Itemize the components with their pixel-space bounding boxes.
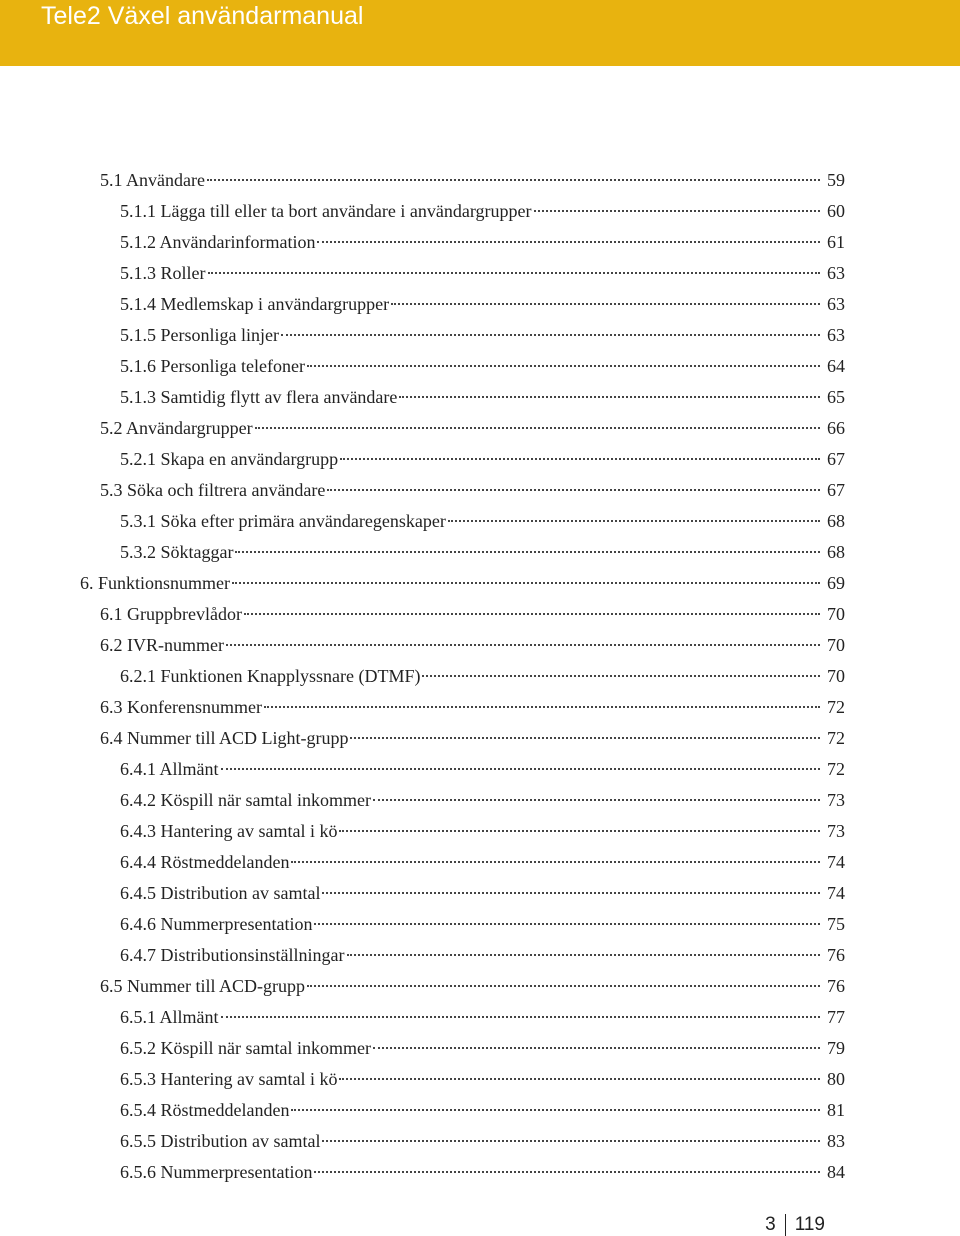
- toc-entry-label: 5.1.1 Lägga till eller ta bort användare i användargrupper: [120, 201, 532, 221]
- toc-entry-label: 5.1.3 Roller: [120, 263, 206, 283]
- toc-dot-leader: [255, 427, 820, 429]
- toc-dot-leader: [422, 675, 820, 677]
- toc-dot-leader: [399, 396, 820, 398]
- toc-dot-leader: [208, 272, 821, 274]
- toc-entry-page: 79: [827, 1038, 845, 1058]
- toc-entry[interactable]: [0, 165, 960, 196]
- toc-dot-leader: [226, 644, 820, 646]
- toc-entry-label: 6.5.2 Köspill när samtal inkommer: [120, 1038, 371, 1058]
- toc-entry[interactable]: [0, 506, 960, 537]
- toc-dot-leader: [307, 365, 820, 367]
- toc-entry-label: 6.3 Konferensnummer: [100, 697, 262, 717]
- toc-entry-label: 6.4 Nummer till ACD Light-grupp: [100, 728, 349, 748]
- toc-dot-leader: [391, 303, 820, 305]
- toc-entry[interactable]: [0, 196, 960, 227]
- toc-entry-label: 6.5.4 Röstmeddelanden: [120, 1100, 290, 1120]
- page-number: [765, 1214, 825, 1236]
- toc-dot-leader: [244, 613, 820, 615]
- toc-dot-leader: [281, 334, 820, 336]
- toc-entry-label: 6.5.3 Hantering av samtal i kö: [120, 1069, 338, 1089]
- toc-entry-label: 5.1.4 Medlemskap i användargrupper: [120, 294, 390, 314]
- toc-entry-page: 70: [827, 666, 845, 686]
- toc-entry-page: 70: [827, 635, 845, 655]
- toc-dot-leader: [314, 923, 820, 925]
- toc-entry[interactable]: [0, 227, 960, 258]
- toc-entry-page: 81: [827, 1100, 845, 1120]
- toc-entry[interactable]: [0, 1002, 960, 1033]
- toc-dot-leader: [347, 954, 821, 956]
- toc-entry-page: 76: [827, 945, 845, 965]
- toc-dot-leader: [264, 706, 820, 708]
- toc-entry[interactable]: [0, 940, 960, 971]
- toc-entry[interactable]: [0, 754, 960, 785]
- toc-entry-label: 5.2.1 Skapa en användargrupp: [120, 449, 339, 469]
- toc-entry-label: 5.1.5 Personliga linjer: [120, 325, 279, 345]
- page-number-divider: [785, 1214, 786, 1236]
- toc-entry-label: 6.4.6 Nummerpresentation: [120, 914, 313, 934]
- toc-entry[interactable]: [0, 320, 960, 351]
- toc-entry-label: 5.3.2 Söktaggar: [120, 542, 234, 562]
- toc-entry[interactable]: [0, 909, 960, 940]
- toc-entry[interactable]: [0, 1157, 960, 1188]
- toc-entry[interactable]: [0, 723, 960, 754]
- toc-dot-leader: [350, 737, 820, 739]
- toc-dot-leader: [232, 582, 820, 584]
- toc-entry-label: 5.1.3 Samtidig flytt av flera användare: [120, 387, 398, 407]
- toc-entry-page: 64: [827, 356, 845, 376]
- toc-entry-page: 76: [827, 976, 845, 996]
- toc-entry-page: 67: [827, 449, 845, 469]
- toc-entry-page: 63: [827, 325, 845, 345]
- toc-dot-leader: [322, 1140, 820, 1142]
- toc-dot-leader: [373, 1047, 820, 1049]
- toc-entry-label: 6.4.3 Hantering av samtal i kö: [120, 821, 338, 841]
- toc-entry-label: 5.1.2 Användarinformation: [120, 232, 316, 252]
- toc-entry[interactable]: [0, 878, 960, 909]
- toc-entry[interactable]: [0, 289, 960, 320]
- toc-entry-label: 6.1 Gruppbrevlådor: [100, 604, 242, 624]
- toc-entry[interactable]: [0, 661, 960, 692]
- toc-entry-label: 5.3 Söka och filtrera användare: [100, 480, 326, 500]
- toc-entry-label: 6. Funktionsnummer: [80, 573, 231, 593]
- toc-entry-label: 6.4.7 Distributionsinställningar: [120, 945, 345, 965]
- toc-dot-leader: [291, 1109, 820, 1111]
- toc-entry-page: 73: [827, 821, 845, 841]
- toc-entry-page: 65: [827, 387, 845, 407]
- toc-entry[interactable]: [0, 475, 960, 506]
- toc-entry[interactable]: [0, 816, 960, 847]
- toc-entry-page: 72: [827, 728, 845, 748]
- toc-entry[interactable]: [0, 258, 960, 289]
- document-title: Tele2 Växel användarmanual: [41, 2, 364, 30]
- toc-entry-page: 84: [827, 1162, 845, 1182]
- toc-entry-label: 6.5.6 Nummerpresentation: [120, 1162, 313, 1182]
- toc-entry[interactable]: [0, 568, 960, 599]
- toc-dot-leader: [373, 799, 820, 801]
- toc-entry-label: 6.5.1 Allmänt: [120, 1007, 219, 1027]
- toc-entry-label: 5.1 Användare: [100, 170, 205, 190]
- toc-entry-label: 6.4.4 Röstmeddelanden: [120, 852, 290, 872]
- header-bar: [0, 0, 960, 66]
- toc-dot-leader: [534, 210, 820, 212]
- toc-entry-label: 6.4.2 Köspill när samtal inkommer: [120, 790, 371, 810]
- toc-dot-leader: [235, 551, 820, 553]
- toc-entry-page: 74: [827, 852, 845, 872]
- toc-dot-leader: [339, 830, 820, 832]
- toc-entry[interactable]: [0, 599, 960, 630]
- toc-entry-page: 72: [827, 697, 845, 717]
- total-pages: 119: [794, 1214, 825, 1235]
- toc-dot-leader: [448, 520, 820, 522]
- toc-entry-page: 68: [827, 511, 845, 531]
- toc-entry[interactable]: [0, 692, 960, 723]
- toc-entry-page: 68: [827, 542, 845, 562]
- toc-entry[interactable]: [0, 351, 960, 382]
- toc-entry[interactable]: [0, 444, 960, 475]
- toc-dot-leader: [221, 1016, 821, 1018]
- toc-entry-page: 74: [827, 883, 845, 903]
- table-of-contents: [0, 165, 960, 1188]
- toc-entry[interactable]: [0, 1033, 960, 1064]
- toc-entry[interactable]: [0, 630, 960, 661]
- toc-entry-label: 6.4.1 Allmänt: [120, 759, 219, 779]
- toc-entry-page: 66: [827, 418, 845, 438]
- toc-dot-leader: [340, 458, 820, 460]
- toc-entry-page: 83: [827, 1131, 845, 1151]
- toc-entry-page: 75: [827, 914, 845, 934]
- toc-entry[interactable]: [0, 413, 960, 444]
- toc-entry-page: 63: [827, 263, 845, 283]
- toc-entry-label: 6.5 Nummer till ACD-grupp: [100, 976, 305, 996]
- toc-entry-page: 73: [827, 790, 845, 810]
- current-page: 3: [765, 1214, 776, 1235]
- toc-entry[interactable]: [0, 1126, 960, 1157]
- toc-entry-page: 69: [827, 573, 845, 593]
- toc-entry[interactable]: [0, 1095, 960, 1126]
- toc-entry[interactable]: [0, 1064, 960, 1095]
- toc-entry-page: 72: [827, 759, 845, 779]
- toc-entry-page: 80: [827, 1069, 845, 1089]
- toc-entry-label: 6.4.5 Distribution av samtal: [120, 883, 321, 903]
- toc-entry[interactable]: [0, 382, 960, 413]
- toc-dot-leader: [314, 1171, 820, 1173]
- toc-dot-leader: [221, 768, 821, 770]
- toc-entry-page: 77: [827, 1007, 845, 1027]
- toc-entry[interactable]: [0, 971, 960, 1002]
- toc-entry[interactable]: [0, 847, 960, 878]
- toc-dot-leader: [339, 1078, 820, 1080]
- toc-entry-page: 67: [827, 480, 845, 500]
- toc-entry-page: 60: [827, 201, 845, 221]
- toc-dot-leader: [322, 892, 820, 894]
- toc-entry[interactable]: [0, 785, 960, 816]
- toc-entry-label: 6.2.1 Funktionen Knapplyssnare (DTMF): [120, 666, 421, 686]
- toc-entry-page: 59: [827, 170, 845, 190]
- toc-dot-leader: [317, 241, 820, 243]
- toc-entry-page: 61: [827, 232, 845, 252]
- toc-entry-label: 6.2 IVR-nummer: [100, 635, 224, 655]
- toc-entry[interactable]: [0, 537, 960, 568]
- toc-entry-label: 5.2 Användargrupper: [100, 418, 253, 438]
- toc-dot-leader: [291, 861, 820, 863]
- toc-entry-page: 70: [827, 604, 845, 624]
- toc-dot-leader: [207, 179, 820, 181]
- toc-dot-leader: [327, 489, 820, 491]
- toc-entry-label: 6.5.5 Distribution av samtal: [120, 1131, 321, 1151]
- toc-entry-label: 5.1.6 Personliga telefoner: [120, 356, 305, 376]
- toc-entry-page: 63: [827, 294, 845, 314]
- toc-entry-label: 5.3.1 Söka efter primära användaregenskaper: [120, 511, 446, 531]
- toc-dot-leader: [307, 985, 820, 987]
